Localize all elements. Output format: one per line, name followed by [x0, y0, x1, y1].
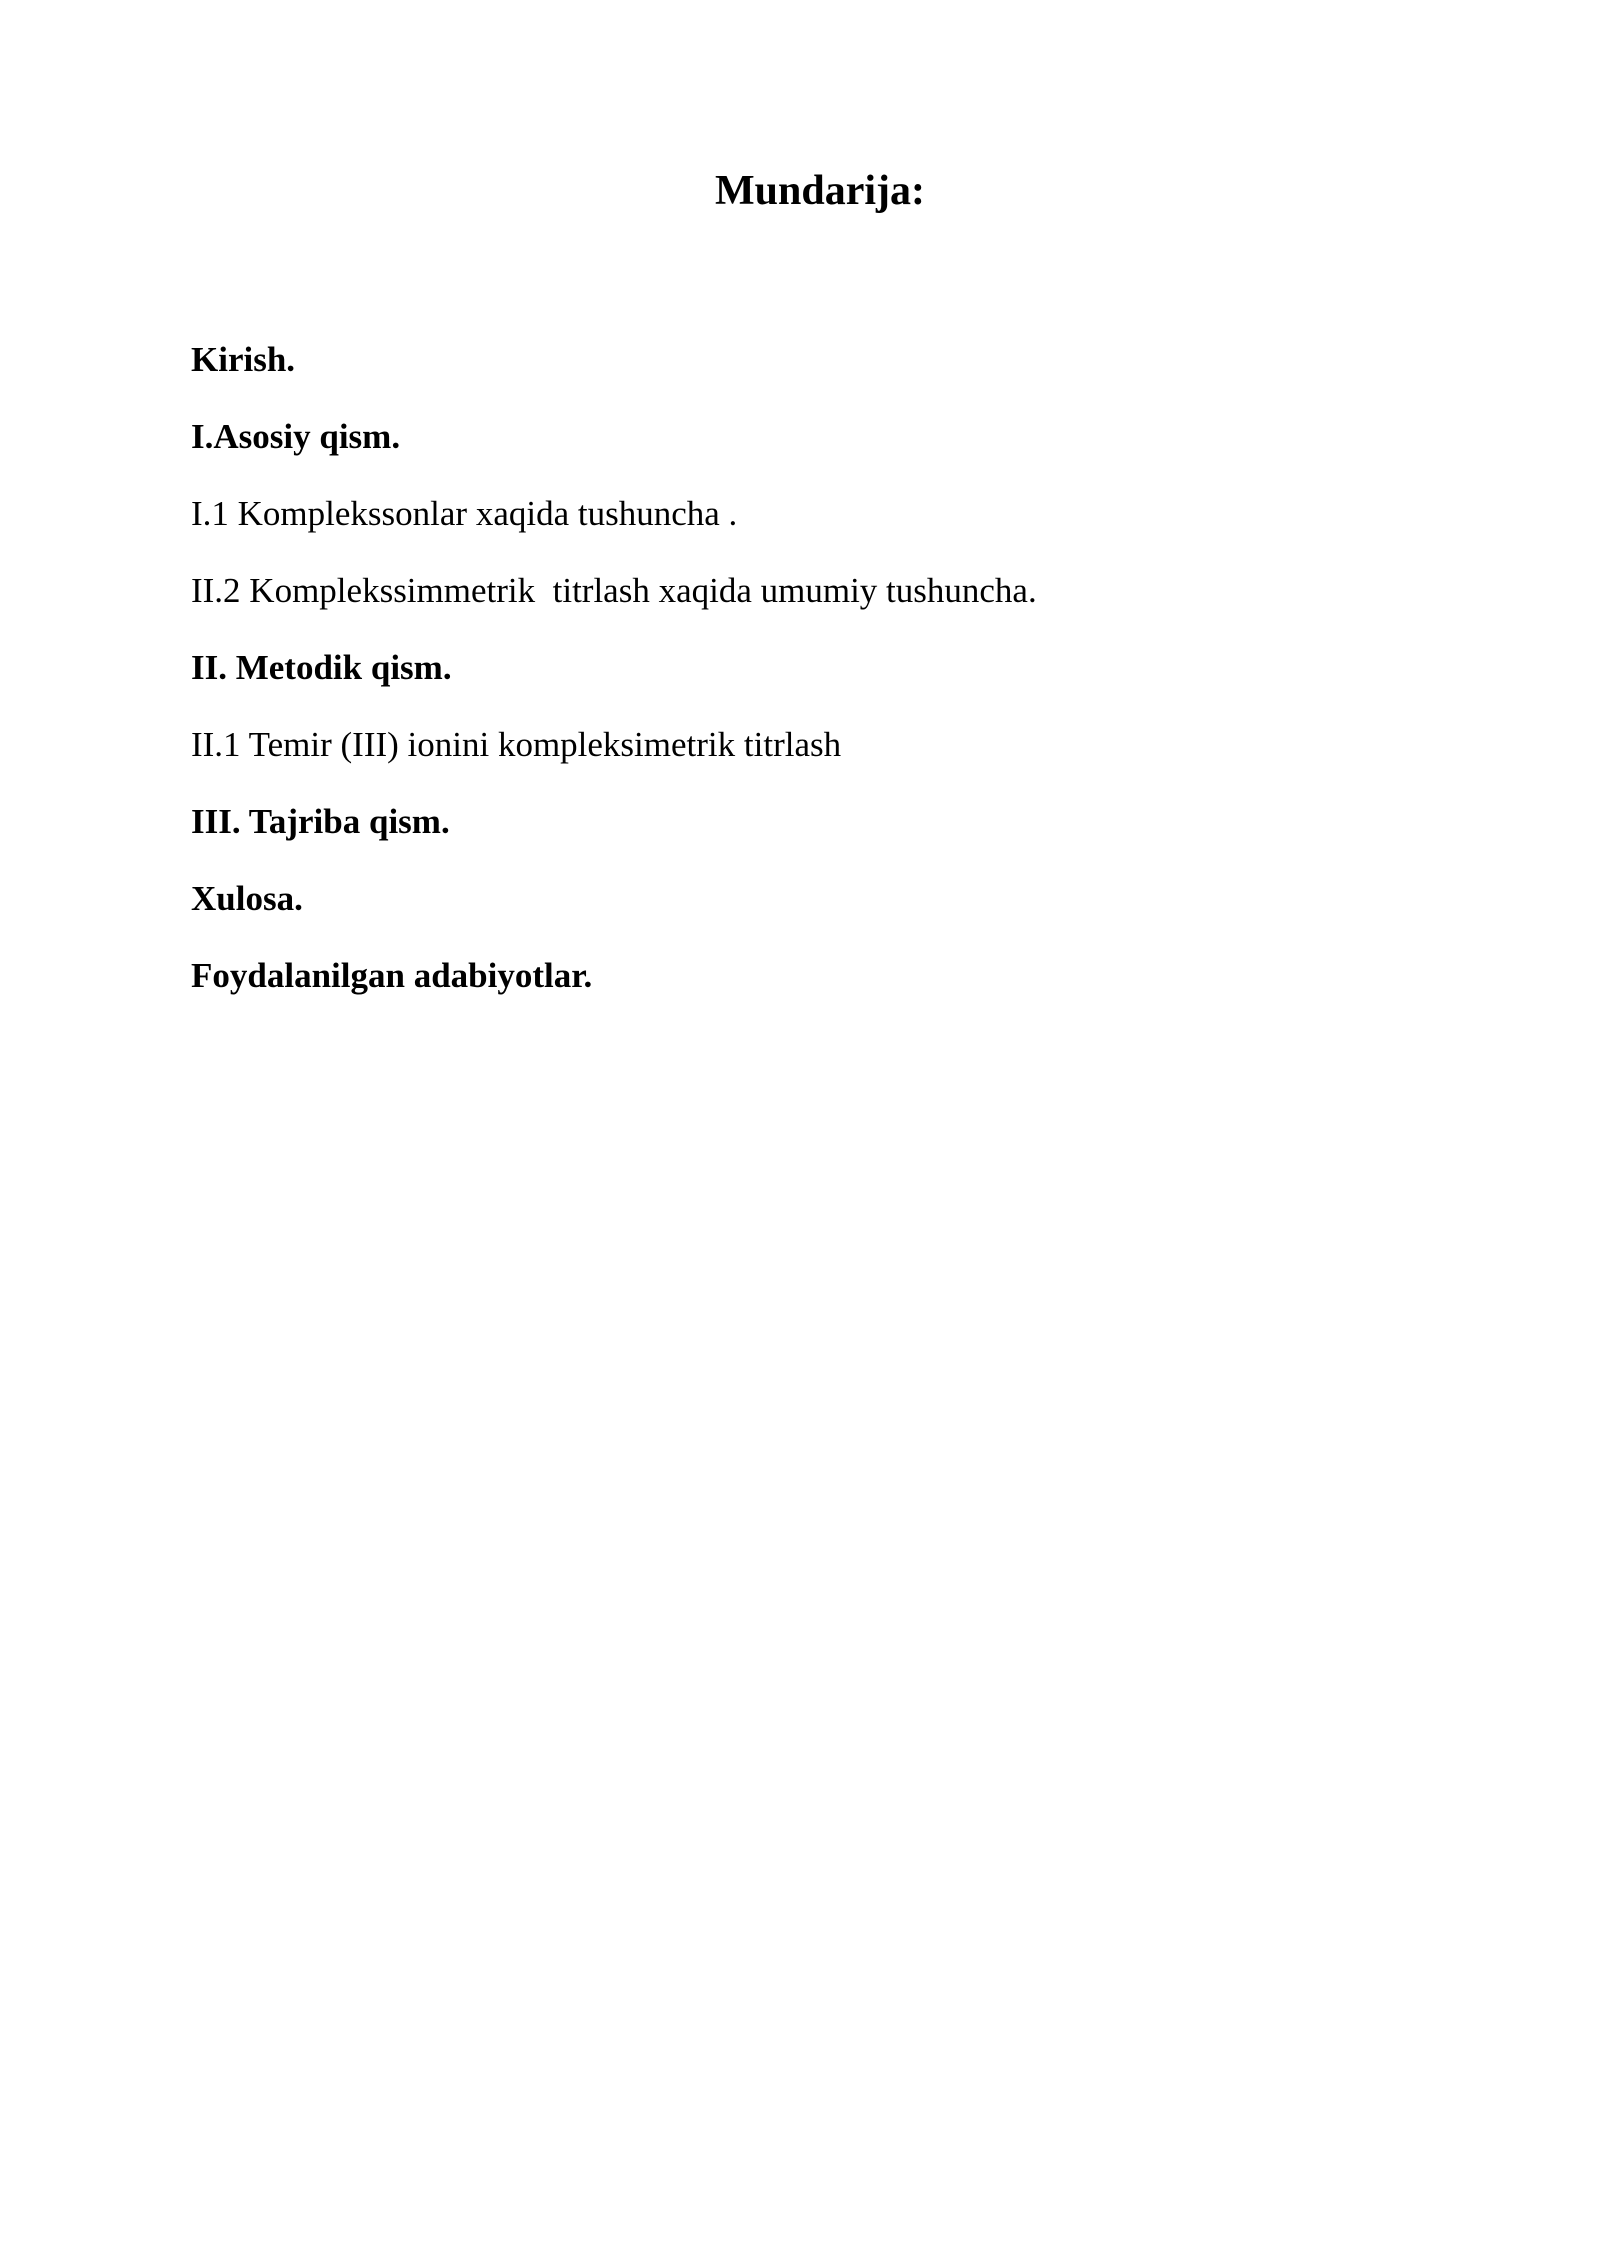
table-of-contents — [191, 338, 1037, 1031]
toc-item-komplekssonlar: I.1 Komplekssonlar xaqida tushuncha . — [191, 494, 738, 533]
toc-item-tajriba-qism: III. Tajriba qism. — [191, 802, 450, 841]
toc-item-adabiyotlar: Foydalanilgan adabiyotlar. — [191, 956, 593, 995]
toc-item-kirish: Kirish. — [191, 340, 296, 379]
toc-item-komplekssimmetrik-titrlash: II.2 Komplekssimmetrik titrlash xaqida umumiy tushuncha. — [191, 571, 1037, 610]
toc-item-temir-titrlash: II.1 Temir (III) ionini kompleksimetrik titrlash — [191, 725, 842, 764]
toc-item-metodik-qism: II. Metodik qism. — [191, 648, 452, 687]
toc-item-xulosa: Xulosa. — [191, 879, 303, 918]
page-title: Mundarija: — [715, 168, 925, 214]
toc-item-asosiy-qism: I.Asosiy qism. — [191, 417, 401, 456]
